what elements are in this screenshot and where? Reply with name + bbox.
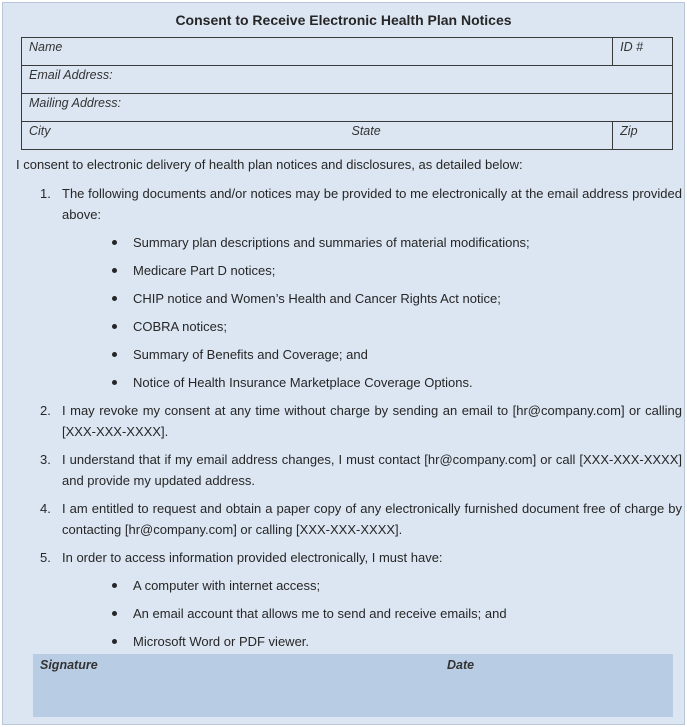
bullet-icon (112, 268, 117, 273)
mailing-address-field[interactable]: Mailing Address: (22, 94, 673, 122)
list-item: COBRA notices; (62, 316, 682, 337)
email-field[interactable]: Email Address: (22, 66, 673, 94)
list-item: Notice of Health Insurance Marketplace Coverage Options. (62, 372, 682, 393)
list-item: Medicare Part D notices; (62, 260, 682, 281)
bullet-icon (112, 352, 117, 357)
list-item: 4. I am entitled to request and obtain a paper copy of any electronically furnished document free of charge by contacting [hr@company.com] or calling [XXX-XXX-XXXX]. (40, 501, 682, 537)
list-item: Summary of Benefits and Coverage; and (62, 344, 682, 365)
contact-info-table (21, 37, 673, 150)
id-field[interactable]: ID # (613, 38, 673, 66)
bullet-icon (112, 380, 117, 385)
name-field[interactable]: Name (22, 38, 613, 66)
list-item: 2. I may revoke my consent at any time without charge by sending an email to [hr@company.com] or calling [XXX-XXX-XXXX]. (40, 403, 682, 439)
list-item: Summary plan descriptions and summaries of material modifications; (62, 232, 682, 253)
bullet-icon (112, 639, 117, 644)
list-item: CHIP notice and Women’s Health and Cancer Rights Act notice; (62, 288, 682, 309)
bullet-icon (112, 296, 117, 301)
signature-box[interactable] (33, 654, 673, 717)
list-item: 5. In order to access information provided electronically, I must have: A computer with internet access; An email account that allows me to send and receive emails; and Microsoft Word or PDF viewer. (16, 547, 682, 652)
city-field[interactable]: City (22, 122, 345, 150)
bullet-icon (112, 583, 117, 588)
consent-terms-list (16, 183, 682, 659)
list-item: Microsoft Word or PDF viewer. (62, 631, 682, 652)
signature-label: Signature (40, 658, 98, 672)
date-label: Date (447, 658, 475, 672)
list-item: 3. I understand that if my email address changes, I must contact [hr@company.com] or call [XXX-XXX-XXXX] and provide my updated address. (40, 452, 682, 488)
zip-field[interactable]: Zip (613, 122, 673, 150)
bullet-icon (112, 240, 117, 245)
bullet-icon (112, 611, 117, 616)
consent-form (2, 2, 685, 725)
state-field[interactable]: State (345, 122, 613, 150)
list-item: 1. The following documents and/or notices may be provided to me electronically at the email address provided above: Summary plan descriptions and summaries of material modifications; Medicare Part D notices; CHIP notice and Women’s Health and Cancer Rights Act notice; COBRA notices; Summary of Benefits and Coverage; and Notice of Health Insurance Marketplace Coverage Options. (16, 183, 682, 393)
list-item: A computer with internet access; (62, 575, 682, 596)
list-item: An email account that allows me to send and receive emails; and (62, 603, 682, 624)
bullet-icon (112, 324, 117, 329)
consent-intro: I consent to electronic delivery of health plan notices and disclosures, as detailed below: (16, 157, 523, 172)
form-title: Consent to Receive Electronic Health Plan Notices (175, 12, 512, 28)
